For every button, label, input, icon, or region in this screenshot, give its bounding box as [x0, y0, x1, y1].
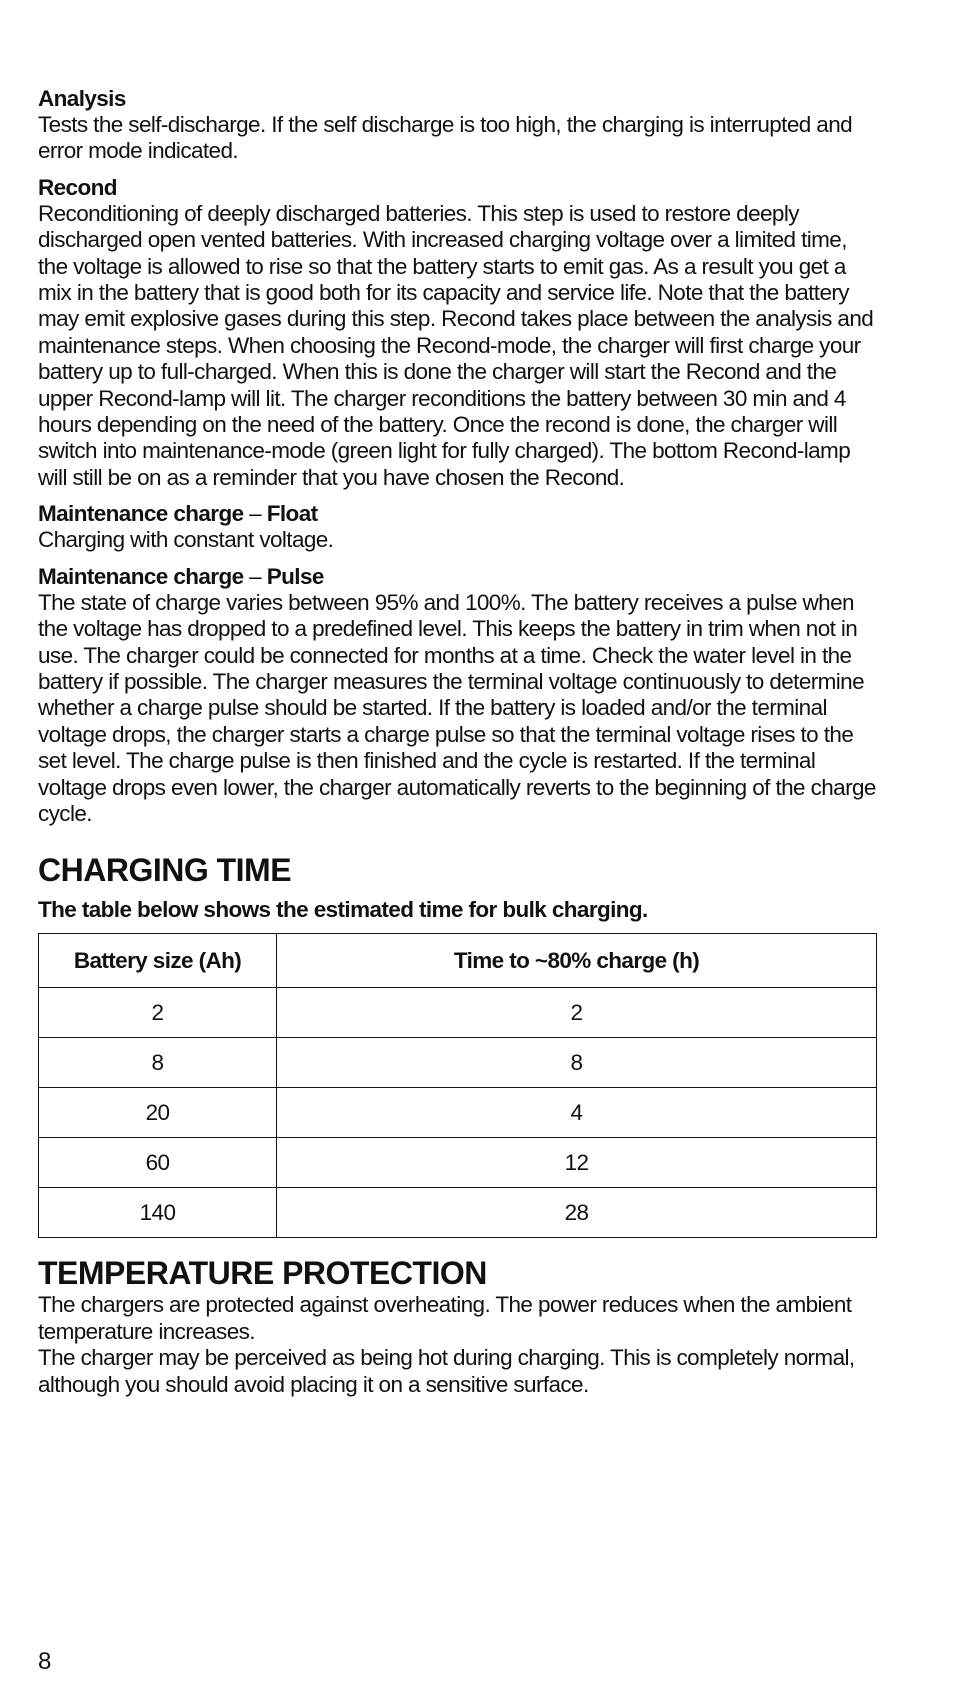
- section-term: Recond: [38, 174, 117, 200]
- term-separator: –: [243, 501, 267, 527]
- battery-size-cell: 8: [39, 1038, 277, 1088]
- document-page: [38, 86, 876, 1398]
- table-row: [39, 1038, 877, 1088]
- section-text: Tests the self-discharge. If the self discharge is too high, the charging is interrupted and error mode indicated.: [38, 112, 853, 164]
- section-text: The state of charge varies between 95% and 100%. The battery receives a pulse when the voltage has dropped to a predefined level. This keeps the battery in trim when not in use. The charger could be connected for months at a time. Check the water level in the battery if possible. The charger measures the terminal voltage continuously to determine whether a charge pulse should be started. If the battery is loaded and/or the terminal voltage drops, the charger starts a charge pulse so that the terminal voltage rises to the set level. The charge pulse is then finished and the cycle is restarted. If the terminal voltage drops even lower, the charger automatically reverts to the beginning of the charge cycle.: [38, 589, 876, 826]
- charging-time-heading: CHARGING TIME: [38, 852, 292, 889]
- page-number: 8: [38, 1648, 52, 1675]
- term-separator: –: [243, 563, 267, 589]
- section-analysis: [38, 86, 876, 165]
- section-term-line: [38, 564, 876, 590]
- temperature-paragraph: The chargers are protected against overheating. The power reduces when the ambient temperature increases.: [38, 1292, 852, 1344]
- section-term-suffix: Pulse: [266, 563, 324, 589]
- section-text: Reconditioning of deeply discharged batteries. This step is used to restore deeply discharged open vented batteries. With increased charging voltage over a limited time, the voltage is allowed to rise so that the battery starts to emit gas. As a result you get a mix in the battery that is good both for its capacity and service life. Note that the battery may emit explosive gases during this step. Recond takes place between the analysis and maintenance steps. When choosing the Recond-mode, the charger will first charge your battery up to full-charged. When this is done the charger will start the Recond and the upper Recond-lamp will lit. The charger reconditions the battery between 30 min and 4 hours depending on the need of the battery. Once the recond is done, the charger will switch into maintenance-mode (green light for fully charged). The bottom Recond-lamp will still be on as a reminder that you have chosen the Recond.: [38, 200, 874, 490]
- temperature-paragraph: The charger may be perceived as being hot during charging. This is completely normal, although you should avoid placing it on a sensitive surface.: [38, 1345, 855, 1397]
- charging-time-table: [38, 933, 877, 1238]
- section-term-line: [38, 501, 876, 527]
- section-term: Analysis: [38, 86, 126, 111]
- section-term: Maintenance charge: [38, 563, 244, 589]
- column-header-time: Time to ~80% charge (h): [277, 934, 877, 988]
- table-row: [39, 1188, 877, 1238]
- charge-time-cell: 8: [277, 1038, 877, 1088]
- table-header-row: [39, 934, 877, 988]
- charge-time-cell: 2: [277, 988, 877, 1038]
- table-row: [39, 1138, 877, 1188]
- section-maintenance-pulse: [38, 564, 876, 828]
- battery-size-cell: 2: [39, 988, 277, 1038]
- battery-size-cell: 60: [39, 1138, 277, 1188]
- charge-time-cell: 12: [277, 1138, 877, 1188]
- column-header-battery-size: Battery size (Ah): [39, 934, 277, 988]
- charge-time-cell: 28: [277, 1188, 877, 1238]
- table-row: [39, 988, 877, 1038]
- table-row: [39, 1088, 877, 1138]
- section-maintenance-float: [38, 501, 876, 553]
- section-recond: [38, 175, 876, 491]
- battery-size-cell: 140: [39, 1188, 277, 1238]
- temperature-protection-heading: TEMPERATURE PROTECTION: [38, 1255, 487, 1292]
- section-term-suffix: Float: [266, 501, 318, 527]
- charging-time-intro: The table below shows the estimated time for bulk charging.: [38, 897, 648, 923]
- section-term: Maintenance charge: [38, 501, 244, 527]
- battery-size-cell: 20: [39, 1088, 277, 1138]
- section-text: Charging with constant voltage.: [38, 527, 334, 553]
- charge-time-cell: 4: [277, 1088, 877, 1138]
